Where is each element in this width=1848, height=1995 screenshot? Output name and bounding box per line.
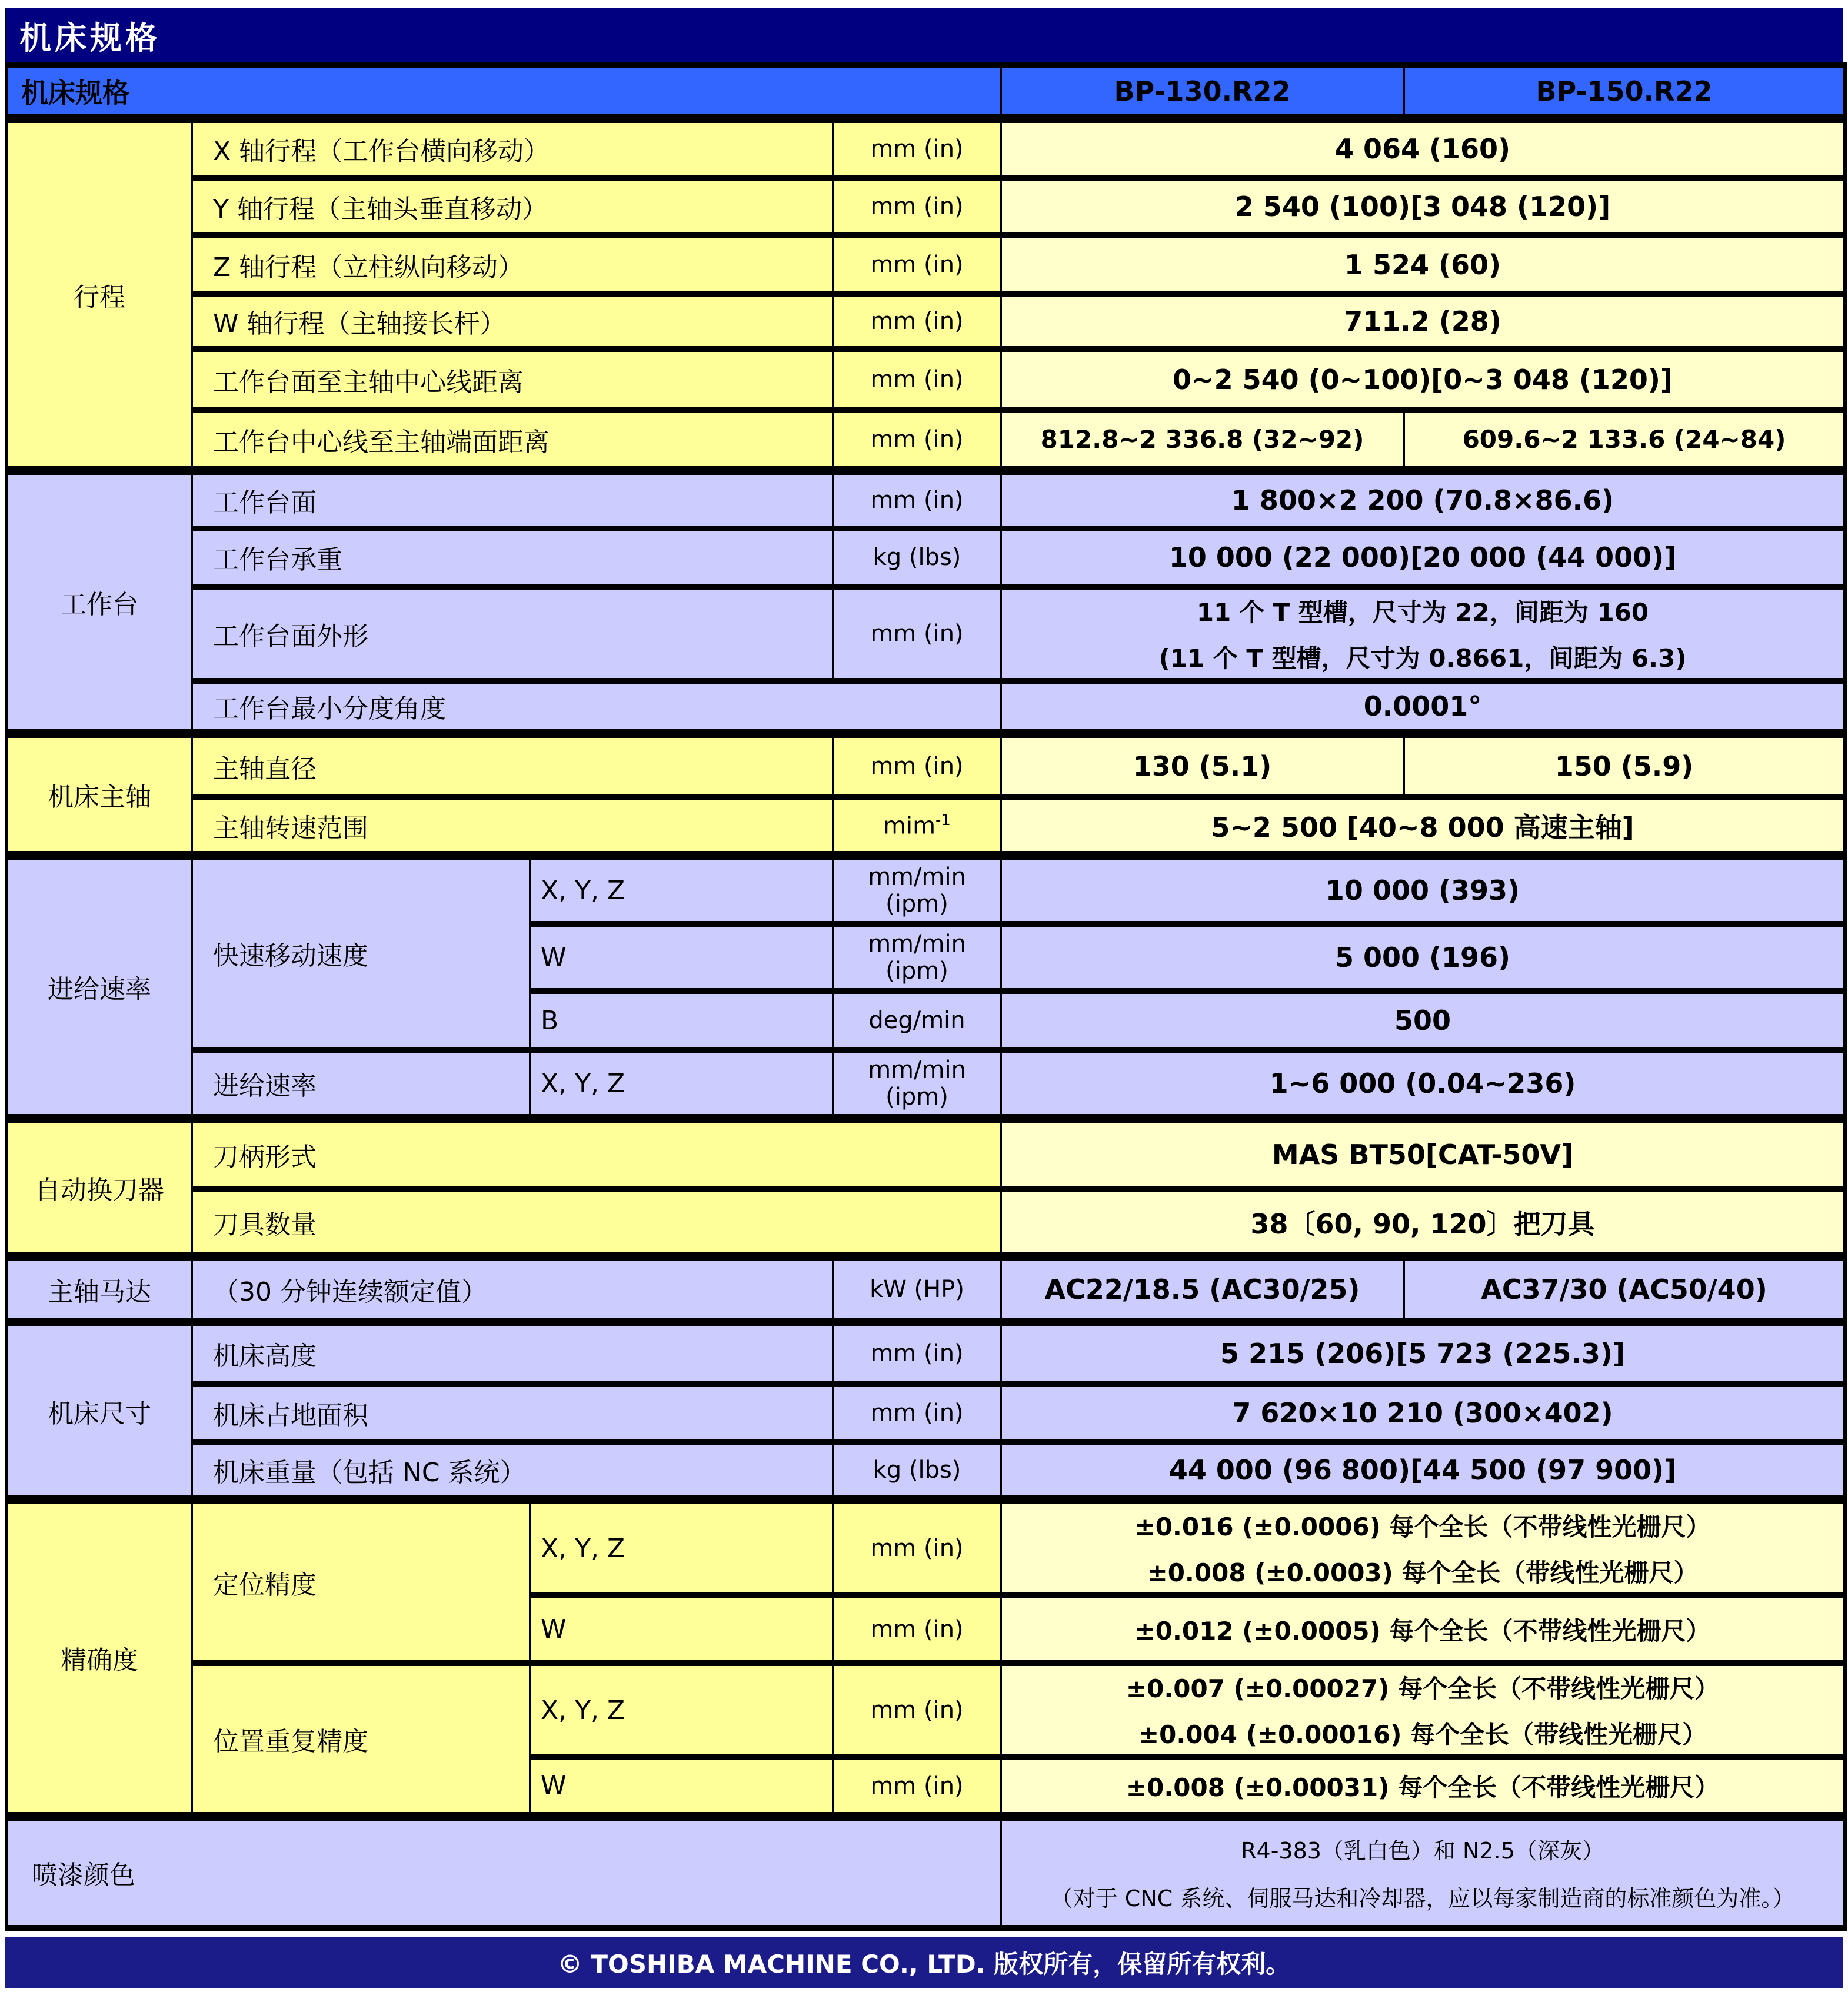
value-cell: 10 000 (393) [1001, 856, 1845, 925]
value-cell: 2 540 (100)[3 048 (120)] [1001, 178, 1845, 235]
table-row [6, 1442, 1845, 1500]
value-cell-bp150: 150 (5.9) [1404, 734, 1845, 797]
value-cell: 7 620×10 210 (300×402) [1001, 1384, 1845, 1442]
category-worktable: 工作台 [6, 471, 192, 734]
group-positioning: 定位精度 [192, 1500, 530, 1664]
table-row [6, 178, 1845, 235]
table-row [6, 1050, 1845, 1119]
value-cell-bp130: 130 (5.1) [1001, 734, 1404, 797]
unit-cell: mm/min (ipm) [833, 1050, 1001, 1119]
footer-bar [5, 1937, 1843, 1988]
value-cell: 1 524 (60) [1001, 235, 1845, 294]
table-row [6, 587, 1845, 681]
unit-cell: mm (in) [833, 1663, 1001, 1757]
value-cell-bp130: AC22/18.5 (AC30/25) [1001, 1257, 1404, 1322]
unit-cell: kg (lbs) [833, 1442, 1001, 1500]
table-row [6, 1500, 1845, 1596]
value-cell: ±0.012 (±0.0005) 每个全长（不带线性光栅尺） [1001, 1595, 1845, 1663]
value-cell: MAS BT50[CAT-50V] [1001, 1119, 1845, 1189]
table-row [6, 471, 1845, 528]
unit-cell: mm (in) [833, 1322, 1001, 1384]
unit-cell: mm (in) [833, 471, 1001, 528]
unit-cell: mm (in) [833, 1384, 1001, 1442]
table-row [6, 1384, 1845, 1442]
value-line-1: R4-383（乳白色）和 N2.5（深灰） [1241, 1838, 1604, 1864]
table-row [6, 410, 1845, 471]
header-row [6, 65, 1845, 119]
label-cell: 刀具数量 [192, 1189, 1001, 1257]
value-line-2: (11 个 T 型槽，尺寸为 0.8661，间距为 6.3) [1158, 643, 1687, 673]
value-line-1: ±0.007 (±0.00027) 每个全长（不带线性光栅尺） [1126, 1674, 1720, 1703]
label-cell: 机床重量（包括 NC 系统） [192, 1442, 833, 1500]
axis-cell: W [530, 1595, 833, 1663]
category-motor: 主轴马达 [6, 1257, 192, 1322]
group-repeatability: 位置重复精度 [192, 1663, 530, 1816]
unit-cell: mm (in) [833, 410, 1001, 471]
category-accuracy: 精确度 [6, 1500, 192, 1817]
value-cell: 1~6 000 (0.04~236) [1001, 1050, 1845, 1119]
unit-cell: kg (lbs) [833, 528, 1001, 587]
label-cell: 机床占地面积 [192, 1384, 833, 1442]
value-line-2: ±0.008 (±0.0003) 每个全长（带线性光栅尺） [1147, 1558, 1699, 1587]
category-travel: 行程 [6, 119, 192, 471]
unit-cell: mm (in) [833, 294, 1001, 349]
label-cell: 工作台面至主轴中心线距离 [192, 349, 833, 410]
value-cell: 10 000 (22 000)[20 000 (44 000)] [1001, 528, 1845, 587]
label-cell: 工作台面外形 [192, 587, 833, 681]
paint-value-cell [1001, 1816, 1845, 1928]
label-cell: Y 轴行程（主轴头垂直移动） [192, 178, 833, 235]
table-row [6, 235, 1845, 294]
page-title: 机床规格 [19, 19, 161, 56]
axis-cell: B [530, 991, 833, 1050]
table-row [6, 1189, 1845, 1257]
value-line-1: ±0.016 (±0.0006) 每个全长（不带线性光栅尺） [1134, 1512, 1711, 1541]
axis-cell: X, Y, Z [530, 1050, 833, 1119]
value-cell [1001, 1500, 1845, 1596]
value-cell: 5 000 (196) [1001, 924, 1845, 991]
label-cell: 工作台面 [192, 471, 833, 528]
category-atc: 自动换刀器 [6, 1119, 192, 1257]
category-feed: 进给速率 [6, 856, 192, 1119]
value-cell: 500 [1001, 991, 1845, 1050]
value-cell-bp130: 812.8~2 336.8 (32~92) [1001, 410, 1404, 471]
table-row [6, 119, 1845, 178]
value-cell: ±0.008 (±0.00031) 每个全长（不带线性光栅尺） [1001, 1757, 1845, 1816]
unit-cell: mm (in) [833, 587, 1001, 681]
header-model-bp150: BP-150.R22 [1404, 65, 1845, 119]
label-cell: （30 分钟连续额定值） [192, 1257, 833, 1322]
category-dimensions: 机床尺寸 [6, 1322, 192, 1500]
axis-cell: W [530, 924, 833, 991]
label-cell: 主轴转速范围 [192, 797, 833, 856]
unit-cell: deg/min [833, 991, 1001, 1050]
value-line-2: ±0.004 (±0.00016) 每个全长（带线性光栅尺） [1138, 1720, 1707, 1749]
footer-text: © TOSHIBA MACHINE CO., LTD. 版权所有，保留所有权利。 [557, 1950, 1291, 1979]
value-cell: 38〔60, 90, 120〕把刀具 [1001, 1189, 1845, 1257]
label-cell: X 轴行程（工作台横向移动） [192, 119, 833, 178]
axis-cell: X, Y, Z [530, 856, 833, 925]
value-cell: 5~2 500 [40~8 000 高速主轴] [1001, 797, 1845, 856]
unit-cell: mm (in) [833, 178, 1001, 235]
value-cell: 4 064 (160) [1001, 119, 1845, 178]
value-cell: 0.0001° [1001, 681, 1845, 734]
table-row [6, 856, 1845, 925]
value-line-2: （对于 CNC 系统、伺服马达和冷却器，应以每家制造商的标准颜色为准。） [1050, 1886, 1795, 1912]
unit-cell: mm/min (ipm) [833, 924, 1001, 991]
unit-cell: kW (HP) [833, 1257, 1001, 1322]
table-row [6, 1816, 1845, 1928]
value-cell: 711.2 (28) [1001, 294, 1845, 349]
unit-cell [833, 797, 1001, 856]
table-row [6, 1257, 1845, 1322]
unit-cell: mm (in) [833, 235, 1001, 294]
value-cell: 1 800×2 200 (70.8×86.6) [1001, 471, 1845, 528]
unit-cell: mm (in) [833, 119, 1001, 178]
header-model-bp130: BP-130.R22 [1001, 65, 1404, 119]
value-cell: 5 215 (206)[5 723 (225.3)] [1001, 1322, 1845, 1384]
value-cell: 44 000 (96 800)[44 500 (97 900)] [1001, 1442, 1845, 1500]
label-cell: 机床高度 [192, 1322, 833, 1384]
table-row [6, 349, 1845, 410]
unit-cell: mm (in) [833, 1757, 1001, 1816]
table-row [6, 294, 1845, 349]
unit-superscript: -1 [935, 812, 951, 830]
value-cell [1001, 1663, 1845, 1757]
label-cell: 刀柄形式 [192, 1119, 1001, 1189]
axis-cell: X, Y, Z [530, 1663, 833, 1757]
group-rapid-traverse: 快速移动速度 [192, 856, 530, 1050]
label-cell: Z 轴行程（立柱纵向移动） [192, 235, 833, 294]
unit-cell: mm/min (ipm) [833, 856, 1001, 925]
table-row [6, 1322, 1845, 1384]
table-row [6, 1663, 1845, 1757]
label-cell: 工作台承重 [192, 528, 833, 587]
unit-base: mim [883, 812, 936, 840]
value-line-1: 11 个 T 型槽，尺寸为 22，间距为 160 [1196, 597, 1649, 627]
label-cell: W 轴行程（主轴接长杆） [192, 294, 833, 349]
spec-table [5, 62, 1847, 1931]
table-row [6, 528, 1845, 587]
table-row [6, 1119, 1845, 1189]
value-cell-bp150: AC37/30 (AC50/40) [1404, 1257, 1845, 1322]
value-cell: 0~2 540 (0~100)[0~3 048 (120)] [1001, 349, 1845, 410]
title-bar [5, 8, 1843, 62]
label-cell: 进给速率 [192, 1050, 530, 1119]
unit-cell: mm (in) [833, 734, 1001, 797]
unit-cell: mm (in) [833, 1595, 1001, 1663]
label-cell: 主轴直径 [192, 734, 833, 797]
value-cell [1001, 587, 1845, 681]
axis-cell: X, Y, Z [530, 1500, 833, 1596]
label-cell: 工作台最小分度角度 [192, 681, 1001, 734]
table-row [6, 797, 1845, 856]
unit-cell: mm (in) [833, 349, 1001, 410]
label-cell: 工作台中心线至主轴端面距离 [192, 410, 833, 471]
table-row [6, 681, 1845, 734]
axis-cell: W [530, 1757, 833, 1816]
table-row [6, 734, 1845, 797]
paint-label-cell: 喷漆颜色 [6, 1816, 1001, 1928]
category-spindle: 机床主轴 [6, 734, 192, 856]
value-cell-bp150: 609.6~2 133.6 (24~84) [1404, 410, 1845, 471]
header-spec-label: 机床规格 [6, 65, 1001, 119]
unit-cell: mm (in) [833, 1500, 1001, 1596]
